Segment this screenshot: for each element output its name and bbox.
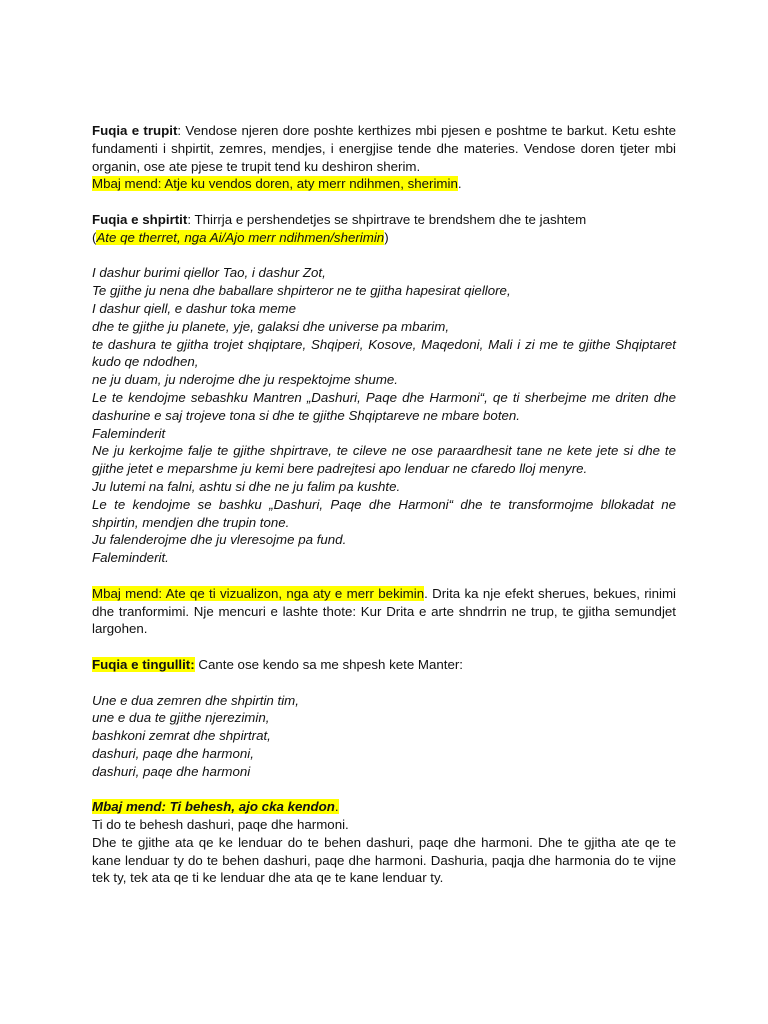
reminder-shpirtit — [92, 229, 676, 247]
text-fuqia-shpirtit: Thirrja e pershendetjes se shpirtrave te brendshem dhe te jashtem — [194, 211, 587, 227]
heading-fuqia-shpirtit: Fuqia e shpirtit — [92, 211, 188, 227]
mantra-line: Une e dua zemren dhe shpirtin tim, — [92, 692, 299, 708]
colon: : — [187, 211, 195, 227]
reminder-kendon — [92, 798, 676, 816]
highlight-note: Mbaj mend: Ate qe ti vizualizon, nga aty e merr bekimin — [92, 585, 425, 601]
paragraph-fuqia-tingullit — [92, 656, 676, 674]
prayer-line: I dashur qiell, e dashur toka meme — [92, 300, 296, 316]
text-fuqia-tingullit: Cante ose kendo sa me shpesh kete Manter: — [194, 656, 463, 672]
paragraph-drita — [92, 585, 676, 638]
paren-open: ( — [92, 229, 97, 245]
prayer-line: te dashura te gjitha trojet shqiptare, Shqiperi, Kosove, Maqedoni, Mali i zi me te gjithe Shqiptaret kudo qe ndodhen, — [92, 336, 676, 370]
prayer-line: Te gjithe ju nena dhe baballare shpirteror ne te gjitha hapesirat qiellore, — [92, 283, 511, 299]
mantra-block — [92, 692, 676, 781]
paragraph-fuqia-shpirtit — [92, 211, 676, 229]
prayer-line: Le te kendojme se bashku „Dashuri, Paqe dhe Harmoni“ dhe te transformojme bllokadat ne shpirtin, mendjen dhe trupin tone. — [92, 496, 676, 530]
closing-line: Ti do te behesh dashuri, paqe dhe harmoni. — [92, 817, 349, 833]
colon: : — [177, 123, 186, 138]
period: . — [334, 799, 339, 815]
prayer-line: Le te kendojme sebashku Mantren „Dashuri, Paqe dhe Harmoni“, qe ti sherbejme me driten dhe dashurine e saj trojeve tona si dhe te gjithe Shqiptareve ne mbare boten. — [92, 389, 676, 423]
document-page — [92, 122, 676, 887]
prayer-line: I dashur burimi qiellor Tao, i dashur Zot, — [92, 265, 326, 281]
paragraph-fuqia-trupit — [92, 122, 676, 175]
highlight-note: Ate qe therret, nga Ai/Ajo merr ndihmen/sherimin — [96, 229, 385, 245]
prayer-line: Ju lutemi na falni, ashtu si dhe ne ju falim pa kushte. — [92, 478, 401, 494]
period: . — [457, 176, 462, 192]
heading-text: Fuqia e tingullit — [92, 656, 191, 672]
highlight-note: Mbaj mend: Atje ku vendos doren, aty merr ndihmen, sherimin — [92, 176, 458, 192]
paren-close: ) — [384, 229, 389, 245]
heading-fuqia-tingullit — [92, 657, 195, 672]
highlight-note: Mbaj mend: Ti behesh, ajo cka kendon — [92, 799, 335, 815]
mantra-line: dashuri, paqe dhe harmoni — [92, 763, 251, 779]
reminder-trupit — [92, 175, 676, 193]
prayer-block — [92, 264, 676, 567]
prayer-line: Ju falenderojme dhe ju vleresojme pa fund. — [92, 532, 347, 548]
prayer-line: Faleminderit — [92, 425, 166, 441]
mantra-line: bashkoni zemrat dhe shpirtrat, — [92, 728, 271, 744]
text-drita: . Drita ka nje efekt sherues, bekues, rinimi dhe tranformimi. Nje mencuri e lashte thote: Kur Drita e arte shndrrin ne trup, te gjitha semundjet largohen. — [92, 585, 677, 637]
heading-fuqia-trupit: Fuqia e trupit — [92, 123, 178, 138]
prayer-line: dhe te gjithe ju planete, yje, galaksi dhe universe pa mbarim, — [92, 318, 450, 334]
prayer-line: ne ju duam, ju nderojme dhe ju respektojme shume. — [92, 372, 398, 388]
text-fuqia-trupit: Vendose njeren dore poshte kerthizes mbi pjesen e poshtme te barkut. Ketu eshte fundamenti i shpirtit, zemres, mendjes, i energjise tende dhe materies. Vendose doren tjeter mbi organin, ose ate pjese te trupit tend ku deshiron sherim. — [92, 123, 677, 174]
mantra-line: une e dua te gjithe njerezimin, — [92, 710, 270, 726]
closing-paragraph: Dhe te gjithe ata qe ke lenduar do te behen dashuri, paqe dhe harmoni. Dhe te gjitha ate qe te kane lenduar ty do te behen dashuri, paqe dhe harmoni. Dashuria, paqja dhe harmonia do te vijne tek ty, tek ata qe ti ke lenduar dhe ata qe te kane lenduar ty. — [92, 834, 676, 886]
mantra-line: dashuri, paqe dhe harmoni, — [92, 745, 254, 761]
prayer-line: Faleminderit. — [92, 550, 169, 566]
colon: : — [190, 656, 195, 672]
prayer-line: Ne ju kerkojme falje te gjithe shpirtrave, te cileve ne ose paraardhesit tane ne kete jete si dhe te gjithe jetet e meparshme ju kemi bere padrejtesi apo lenduar ne cfaredo lloj menyre. — [92, 443, 676, 477]
